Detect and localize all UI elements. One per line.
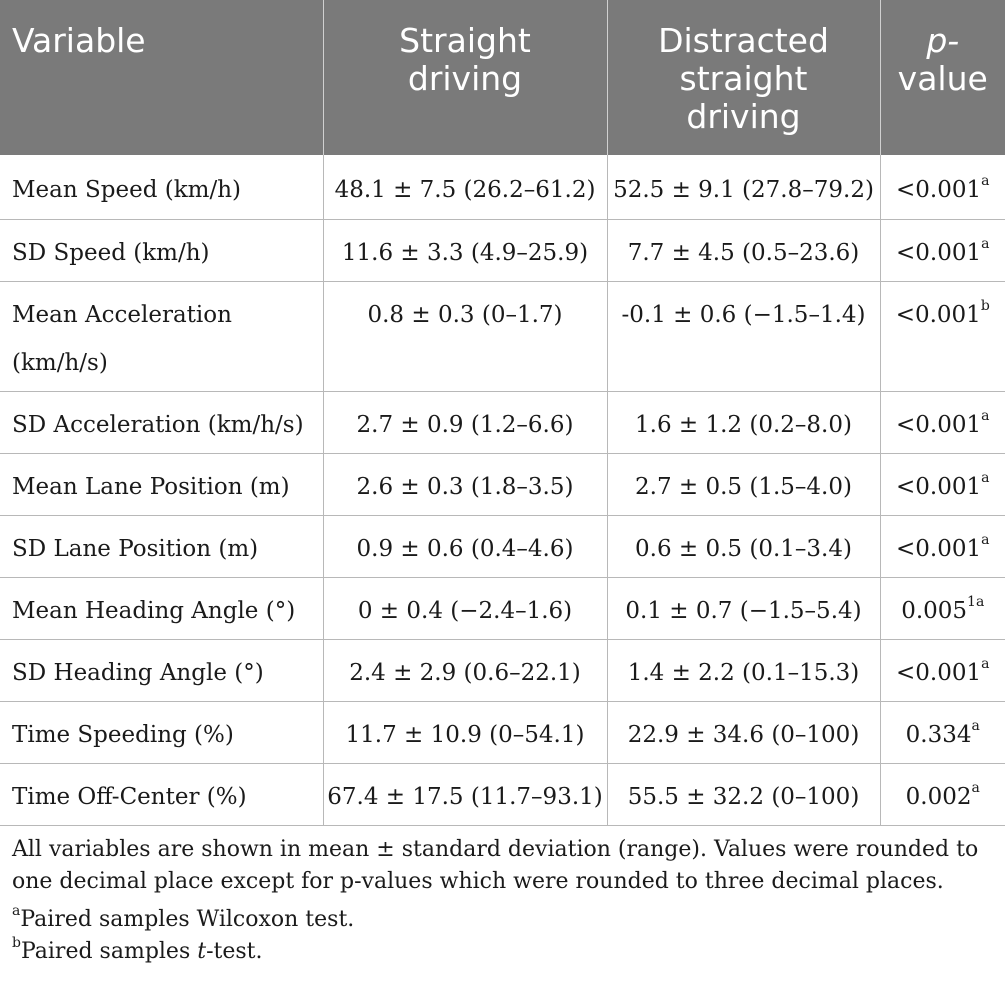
cell-straight: 2.6 ± 0.3 (1.8–3.5) — [323, 453, 607, 515]
cell-variable: SD Speed (km/h) — [0, 219, 323, 281]
header-distracted-driving: Distracted straight driving — [607, 0, 880, 155]
cell-straight: 11.6 ± 3.3 (4.9–25.9) — [323, 219, 607, 281]
footnote-marker: a — [981, 469, 990, 486]
cell-distracted: 2.7 ± 0.5 (1.5–4.0) — [607, 453, 880, 515]
cell-variable: SD Heading Angle (°) — [0, 639, 323, 701]
cell-p-value: 0.334$^a$ — [880, 701, 1005, 763]
cell-p-value: 0.002$^a$ — [880, 763, 1005, 825]
table-row — [0, 515, 1005, 577]
cell-straight: 2.7 ± 0.9 (1.2–6.6) — [323, 391, 607, 453]
table-row — [0, 701, 1005, 763]
cell-p-value: <0.001$^a$ — [880, 391, 1005, 453]
table-row — [0, 155, 1005, 219]
table-row — [0, 639, 1005, 701]
cell-distracted: 0.6 ± 0.5 (0.1–3.4) — [607, 515, 880, 577]
cell-p-value: <0.001$^b$ — [880, 281, 1005, 391]
cell-variable: Mean Heading Angle (°) — [0, 577, 323, 639]
cell-variable: SD Lane Position (m) — [0, 515, 323, 577]
cell-p-value: <0.001$^a$ — [880, 515, 1005, 577]
footnote-marker: a — [981, 235, 990, 252]
cell-distracted: 1.4 ± 2.2 (0.1–15.3) — [607, 639, 880, 701]
general-note: All variables are shown in mean ± standard deviation (range). Values were rounded to one decimal place except for p-values which were rounded to three decimal places. — [12, 837, 979, 894]
footnote-marker: a — [981, 655, 990, 672]
footnote-a: $^a$Paired samples Wilcoxon test. — [12, 902, 355, 932]
cell-straight: 0.8 ± 0.3 (0–1.7) — [323, 281, 607, 391]
cell-distracted: 0.1 ± 0.7 (−1.5–5.4) — [607, 577, 880, 639]
cell-variable: SD Acceleration (km/h/s) — [0, 391, 323, 453]
table-row — [0, 763, 1005, 825]
table-body — [0, 155, 1005, 825]
cell-variable: Mean Speed (km/h) — [0, 155, 323, 219]
cell-p-value: <0.001$^a$ — [880, 219, 1005, 281]
footnote-b: $^b$Paired samples t-test. — [12, 934, 263, 964]
cell-straight: 67.4 ± 17.5 (11.7–93.1) — [323, 763, 607, 825]
cell-distracted: 22.9 ± 34.6 (0–100) — [607, 701, 880, 763]
cell-straight: 2.4 ± 2.9 (0.6–22.1) — [323, 639, 607, 701]
cell-variable: Mean Lane Position (m) — [0, 453, 323, 515]
header-variable: Variable — [0, 0, 323, 155]
cell-distracted: 52.5 ± 9.1 (27.8–79.2) — [607, 155, 880, 219]
footnote-marker: a — [981, 173, 990, 190]
cell-variable: Mean Acceleration (km/h/s) — [0, 281, 323, 391]
cell-distracted: -0.1 ± 0.6 (−1.5–1.4) — [607, 281, 880, 391]
cell-variable: Time Off-Center (%) — [0, 763, 323, 825]
cell-p-value: <0.001$^a$ — [880, 639, 1005, 701]
cell-straight: 48.1 ± 7.5 (26.2–61.2) — [323, 155, 607, 219]
footnote-marker: 1a — [967, 593, 985, 610]
cell-p-value: <0.001$^a$ — [880, 453, 1005, 515]
table-row — [0, 391, 1005, 453]
cell-p-value: <0.001$^a$ — [880, 155, 1005, 219]
footnote-marker: a — [981, 407, 990, 424]
table-row — [0, 577, 1005, 639]
cell-distracted: 7.7 ± 4.5 (0.5–23.6) — [607, 219, 880, 281]
footnote-marker: a — [971, 717, 980, 734]
cell-straight: 0.9 ± 0.6 (0.4–4.6) — [323, 515, 607, 577]
cell-distracted: 1.6 ± 1.2 (0.2–8.0) — [607, 391, 880, 453]
table-row — [0, 453, 1005, 515]
header-row — [0, 0, 1005, 155]
table-notes — [12, 834, 997, 968]
table-header — [0, 0, 1005, 155]
footnote-marker: a — [981, 531, 990, 548]
cell-p-value: $0.005^{1a}$ — [880, 577, 1005, 639]
header-p-value: p- value — [880, 0, 1005, 155]
cell-straight: 0 ± 0.4 (−2.4–1.6) — [323, 577, 607, 639]
table-row — [0, 281, 1005, 391]
cell-distracted: 55.5 ± 32.2 (0–100) — [607, 763, 880, 825]
footnote-marker: b — [980, 297, 990, 314]
header-straight-driving: Straight driving — [323, 0, 607, 155]
footnote-marker: a — [971, 779, 980, 796]
cell-straight: 11.7 ± 10.9 (0–54.1) — [323, 701, 607, 763]
cell-variable: Time Speeding (%) — [0, 701, 323, 763]
table-row — [0, 219, 1005, 281]
